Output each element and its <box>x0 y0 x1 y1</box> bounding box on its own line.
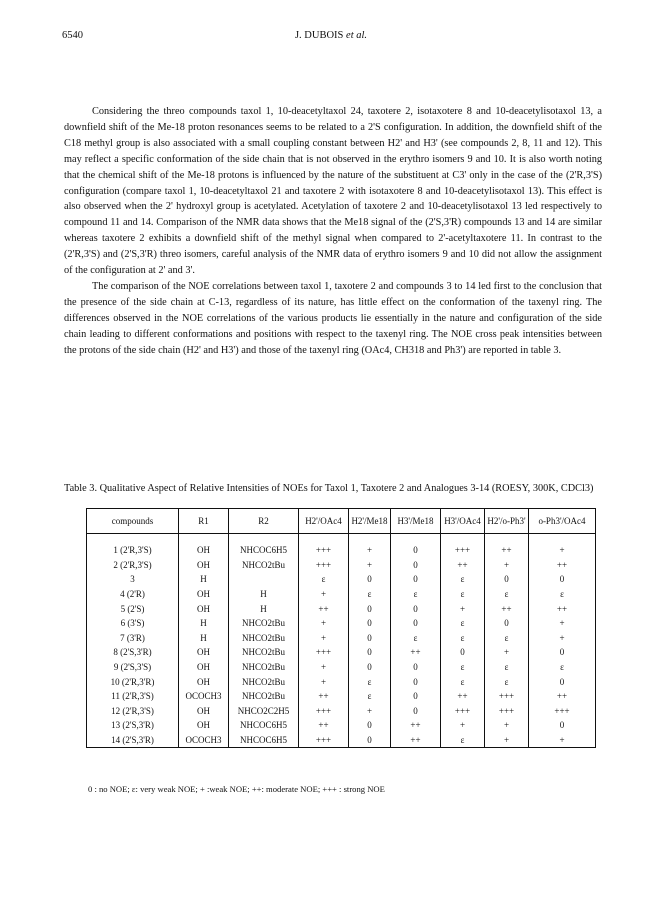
table-cell: OH <box>179 718 229 733</box>
table-cell: 0 <box>391 660 441 675</box>
column-header: H3'/Me18 <box>391 509 441 534</box>
table-cell: + <box>485 718 529 733</box>
table-cell: NHCO2tBu <box>229 645 299 660</box>
table-cell: 0 <box>349 733 391 748</box>
table-cell <box>229 572 299 587</box>
table-cell: 0 <box>349 631 391 646</box>
table-cell: +++ <box>529 704 596 719</box>
column-header: R1 <box>179 509 229 534</box>
table-row <box>87 534 596 558</box>
table-cell: H <box>179 616 229 631</box>
table-cell: OH <box>179 660 229 675</box>
table-cell: + <box>349 558 391 573</box>
table-cell: OH <box>179 645 229 660</box>
table-cell: ε <box>441 616 485 631</box>
table-cell: + <box>349 704 391 719</box>
column-header: H2'/Me18 <box>349 509 391 534</box>
table-cell: 0 <box>349 660 391 675</box>
table-cell: + <box>485 645 529 660</box>
table-cell: H <box>179 631 229 646</box>
table-cell: 9 (2'S,3'S) <box>87 660 179 675</box>
table-cell: H <box>229 601 299 616</box>
column-header: H3'/OAc4 <box>441 509 485 534</box>
table-row <box>87 616 596 631</box>
table-cell: 0 <box>529 645 596 660</box>
table-cell: 10 (2'R,3'R) <box>87 674 179 689</box>
paragraph-1: Considering the threo compounds taxol 1, 10-deacetyltaxol 24, taxotere 2, isotaxotere 8 and 10-deacetylisotaxol 13, a downfield shift of the Me-18 proton resonances seems to be related to a 2'S configuration. In addition, the downfield shift of the C18 methyl group is also associated with a small coupling constant between H2' and H3' (see compounds 2, 8, 11 and 12). This may reflect a specific conformation of the side chain that is not observed in the erythro isomers 9 and 10. It is also worth noting that the chemical shift of the Me-18 protons is influenced by the nature of the substituent at C3' only in the case of the (2'R,3'S) configuration (compare taxol 1, 10-deacetyltaxol 21 and taxotere 2 with isotaxotere 8 and 10-deacetylisotaxol 13). This effect is also observed when the 2' hydroxyl group is acetylated. Acetylation of taxotere 2 and 10-deacetylisotaxol 13 led respectively to compound 11 and 14. Comparison of the NMR data shows that the Me18 signal of the (2'S,3'R) compounds 13 and 14 are similar whereas taxotere 2 exhibits a downfield shift of the methyl signal when compared to 2'-acetyltaxotere 11. In contrast to the (2'R,3'S) and (2'S,3'R) threo isomers, careful analysis of the NMR data of erythro isomers 9 and 10 did not allow the assignment of the configuration at 2' and 3'. <box>64 106 602 277</box>
noe-table-wrap <box>86 508 595 748</box>
table-cell: + <box>441 718 485 733</box>
table-cell: ε <box>441 631 485 646</box>
table-cell: 0 <box>529 674 596 689</box>
table-header <box>87 509 596 534</box>
table-cell: OCOCH3 <box>179 689 229 704</box>
table-row <box>87 674 596 689</box>
table-cell: + <box>529 733 596 748</box>
table-row <box>87 631 596 646</box>
table-cell: NHCO2tBu <box>229 631 299 646</box>
table-cell: NHCO2tBu <box>229 558 299 573</box>
table-cell: 3 <box>87 572 179 587</box>
table-row <box>87 733 596 748</box>
table-cell: ε <box>391 587 441 602</box>
table-cell: NHCO2C2H5 <box>229 704 299 719</box>
table-cell: NHCO2tBu <box>229 689 299 704</box>
table-row <box>87 645 596 660</box>
table-cell: ++ <box>441 689 485 704</box>
table-cell: 0 <box>391 534 441 558</box>
column-header: H2'/o-Ph3' <box>485 509 529 534</box>
table-cell: 0 <box>391 601 441 616</box>
table-cell: H <box>229 587 299 602</box>
table-cell: OH <box>179 601 229 616</box>
table-cell: NHCO2tBu <box>229 674 299 689</box>
table-cell: +++ <box>299 704 349 719</box>
column-header: compounds <box>87 509 179 534</box>
table-cell: ++ <box>441 558 485 573</box>
column-header: o-Ph3'/OAc4 <box>529 509 596 534</box>
table-cell: + <box>529 534 596 558</box>
table-cell: 0 <box>529 572 596 587</box>
table-caption: Table 3. Qualitative Aspect of Relative Intensities of NOEs for Taxol 1, Taxotere 2 and Analogues 3-14 (ROESY, 300K, CDCl3) <box>64 483 594 494</box>
table-cell: ε <box>485 674 529 689</box>
table-cell: ε <box>349 689 391 704</box>
table-cell: + <box>529 616 596 631</box>
table-cell: 0 <box>485 572 529 587</box>
noe-table <box>86 508 596 748</box>
table-cell: ++ <box>485 601 529 616</box>
table-cell: 2 (2'R,3'S) <box>87 558 179 573</box>
table-row <box>87 660 596 675</box>
table-cell: ++ <box>299 718 349 733</box>
table-cell: ε <box>485 631 529 646</box>
table-cell: 0 <box>441 645 485 660</box>
table-cell: ε <box>441 587 485 602</box>
table-cell: 0 <box>391 572 441 587</box>
table-cell: OH <box>179 587 229 602</box>
table-cell: + <box>441 601 485 616</box>
table-cell: +++ <box>485 704 529 719</box>
table-cell: 0 <box>391 558 441 573</box>
table-cell: NHCO2tBu <box>229 616 299 631</box>
table-cell: ε <box>391 631 441 646</box>
table-cell: ε <box>299 572 349 587</box>
table-cell: ε <box>441 674 485 689</box>
table-cell: 13 (2'S,3'R) <box>87 718 179 733</box>
table-cell: ε <box>441 733 485 748</box>
table-body <box>87 534 596 748</box>
table-cell: +++ <box>299 534 349 558</box>
column-header: H2'/OAc4 <box>299 509 349 534</box>
table-cell: + <box>299 616 349 631</box>
table-cell: +++ <box>299 733 349 748</box>
table-cell: OH <box>179 674 229 689</box>
table-cell: 0 <box>391 689 441 704</box>
table-cell: OH <box>179 534 229 558</box>
table-row <box>87 558 596 573</box>
table-cell: + <box>485 733 529 748</box>
table-cell: NHCOC6H5 <box>229 733 299 748</box>
table-row <box>87 689 596 704</box>
table-cell: 0 <box>349 718 391 733</box>
table-header-row <box>87 509 596 534</box>
running-head-etal: et al. <box>346 30 368 41</box>
table-cell: ++ <box>299 601 349 616</box>
table-cell: H <box>179 572 229 587</box>
table-cell: 0 <box>349 645 391 660</box>
table-cell: OH <box>179 704 229 719</box>
table-cell: ε <box>349 674 391 689</box>
table-cell: 4 (2'R) <box>87 587 179 602</box>
table-cell: 11 (2'R,3'S) <box>87 689 179 704</box>
table-cell: ε <box>349 587 391 602</box>
page-header <box>62 30 600 48</box>
table-cell: ++ <box>485 534 529 558</box>
table-cell: ++ <box>529 689 596 704</box>
table-cell: 14 (2'S,3'R) <box>87 733 179 748</box>
table-cell: + <box>529 631 596 646</box>
table-cell: + <box>349 534 391 558</box>
running-head-author: J. DUBOIS <box>294 30 344 41</box>
table-row <box>87 587 596 602</box>
table-cell: 0 <box>529 718 596 733</box>
table-cell: NHCOC6H5 <box>229 718 299 733</box>
table-cell: OCOCH3 <box>179 733 229 748</box>
table-cell: NHCO2tBu <box>229 660 299 675</box>
table-cell: ε <box>485 587 529 602</box>
table-cell: 0 <box>391 674 441 689</box>
table-cell: ++ <box>529 558 596 573</box>
table-cell: +++ <box>441 534 485 558</box>
table-cell: ε <box>441 572 485 587</box>
body-text <box>64 104 602 359</box>
table-cell: 0 <box>485 616 529 631</box>
table-cell: 0 <box>349 616 391 631</box>
table-cell: + <box>485 558 529 573</box>
table-cell: +++ <box>299 645 349 660</box>
table-cell: +++ <box>485 689 529 704</box>
table-cell: ε <box>485 660 529 675</box>
table-cell: NHCOC6H5 <box>229 534 299 558</box>
table-footnote: 0 : no NOE; ε: very weak NOE; + :weak NOE; ++: moderate NOE; +++ : strong NOE <box>88 784 385 794</box>
column-header: R2 <box>229 509 299 534</box>
table-cell: + <box>299 631 349 646</box>
table-cell: +++ <box>299 558 349 573</box>
table-cell: 7 (3'R) <box>87 631 179 646</box>
table-row <box>87 704 596 719</box>
table-cell: 0 <box>391 704 441 719</box>
table-cell: ++ <box>299 689 349 704</box>
table-cell: 0 <box>349 572 391 587</box>
table-cell: 0 <box>391 616 441 631</box>
page-number: 6540 <box>62 30 83 41</box>
table-cell: 1 (2'R,3'S) <box>87 534 179 558</box>
table-cell: 8 (2'S,3'R) <box>87 645 179 660</box>
table-cell: 6 (3'S) <box>87 616 179 631</box>
table-cell: + <box>299 674 349 689</box>
table-row <box>87 572 596 587</box>
table-cell: + <box>299 587 349 602</box>
table-cell: ++ <box>391 645 441 660</box>
table-cell: 0 <box>349 601 391 616</box>
table-cell: +++ <box>441 704 485 719</box>
table-cell: ε <box>441 660 485 675</box>
table-cell: ++ <box>391 718 441 733</box>
table-cell: ε <box>529 660 596 675</box>
table-cell: + <box>299 660 349 675</box>
table-cell: 5 (2'S) <box>87 601 179 616</box>
table-cell: ε <box>529 587 596 602</box>
running-head <box>62 30 600 41</box>
table-row <box>87 718 596 733</box>
table-cell: ++ <box>529 601 596 616</box>
paragraph-2: The comparison of the NOE correlations between taxol 1, taxotere 2 and compounds 3 to 14 led first to the conclusion that the presence of the side chain at C-13, regardless of its nature, has little effect on the conformation of the taxenyl ring. The differences observed in the NOE correlations of the various products lie essentially in the nature and configuration of the side chain leading to different conformations and positions with respect to the taxenyl ring. The NOE cross peak intensities between the protons of the side chain (H2' and H3') and those of the taxenyl ring (OAc4, CH318 and Ph3') are reported in table 3. <box>64 280 602 356</box>
table-cell: ++ <box>391 733 441 748</box>
table-row <box>87 601 596 616</box>
table-cell: 12 (2'R,3'S) <box>87 704 179 719</box>
table-cell: OH <box>179 558 229 573</box>
